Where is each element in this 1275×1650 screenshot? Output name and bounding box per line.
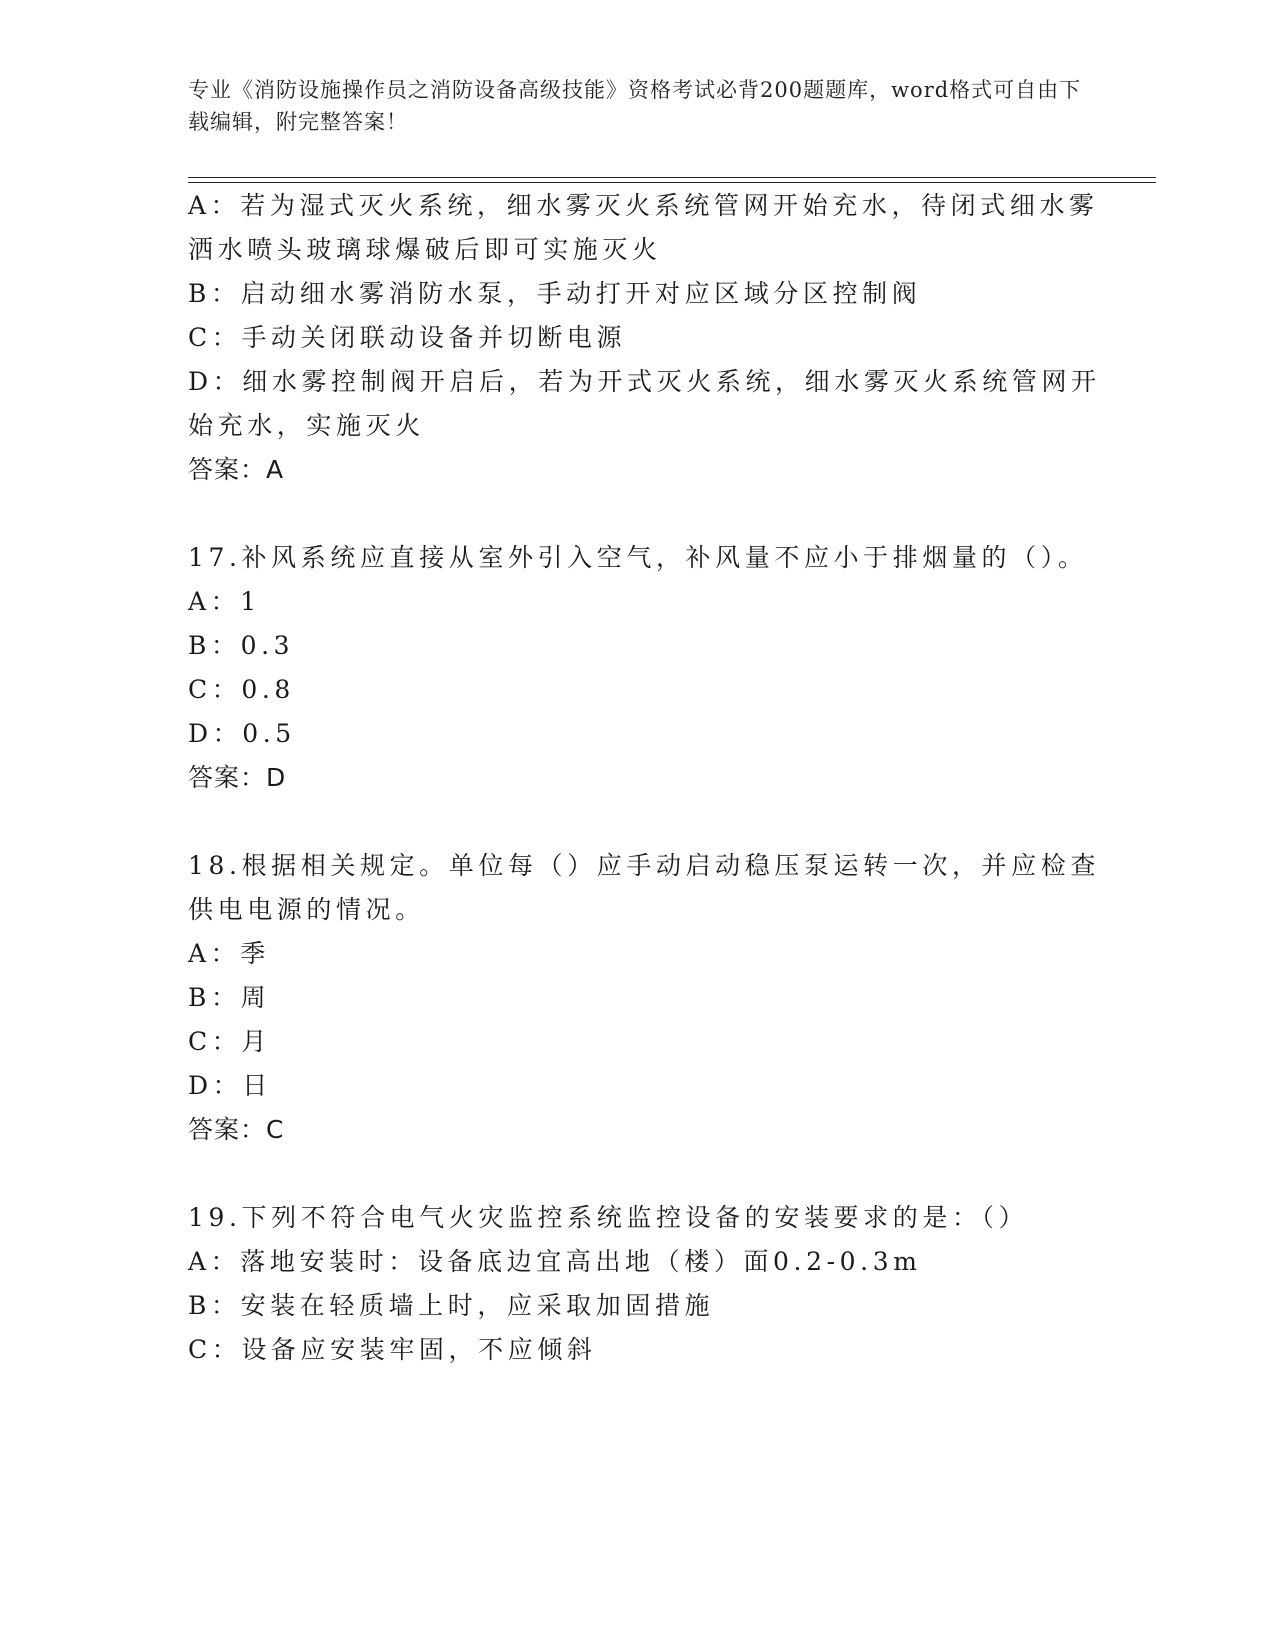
option-d: D：日	[188, 1071, 272, 1100]
header-rule-thin	[188, 177, 1156, 178]
option-a: A：1	[188, 587, 261, 616]
option-a-line-1: A：若为湿式灭火系统，细水雾灭火系统管网开始充水，待闭式细水雾	[188, 191, 1099, 220]
question-text: 19.下列不符合电气火灾监控系统监控设备的安装要求的是：（）	[188, 1203, 1029, 1232]
option-c: C：手动关闭联动设备并切断电源	[188, 323, 627, 352]
option-c: C：0.8	[188, 675, 295, 704]
answer: 答案：D	[188, 763, 287, 792]
answer: 答案：A	[188, 455, 285, 484]
question-text-line-1: 18.根据相关规定。单位每（）应手动启动稳压泵运转一次，并应检查	[188, 851, 1100, 880]
option-d-line-1: D：细水雾控制阀开启后，若为开式灭火系统，细水雾灭火系统管网开	[188, 367, 1101, 396]
header-rule-thick	[188, 182, 1156, 183]
option-d-line-2: 始充水，实施灭火	[188, 411, 425, 440]
option-b: B：启动细水雾消防水泵，手动打开对应区域分区控制阀	[188, 279, 922, 308]
option-a-line-2: 洒水喷头玻璃球爆破后即可实施灭火	[188, 235, 662, 264]
option-a: A：季	[188, 939, 270, 968]
option-b: B：周	[188, 983, 271, 1012]
document-header: 专业《消防设施操作员之消防设备高级技能》资格考试必背200题题库，word格式可自由下载编辑，附完整答案！	[188, 78, 1082, 134]
option-c: C：月	[188, 1027, 271, 1056]
option-c: C：设备应安装牢固，不应倾斜	[188, 1335, 597, 1364]
option-a: A：落地安装时：设备底边宜高出地（楼）面0.2-0.3m	[188, 1247, 922, 1276]
question-text-line-2: 供电电源的情况。	[188, 895, 425, 924]
option-d: D：0.5	[188, 719, 296, 748]
question-text: 17.补风系统应直接从室外引入空气，补风量不应小于排烟量的（）。	[188, 543, 1088, 572]
option-b: B：0.3	[188, 631, 295, 660]
option-b: B：安装在轻质墙上时，应采取加固措施	[188, 1291, 715, 1320]
answer: 答案：C	[188, 1115, 285, 1144]
